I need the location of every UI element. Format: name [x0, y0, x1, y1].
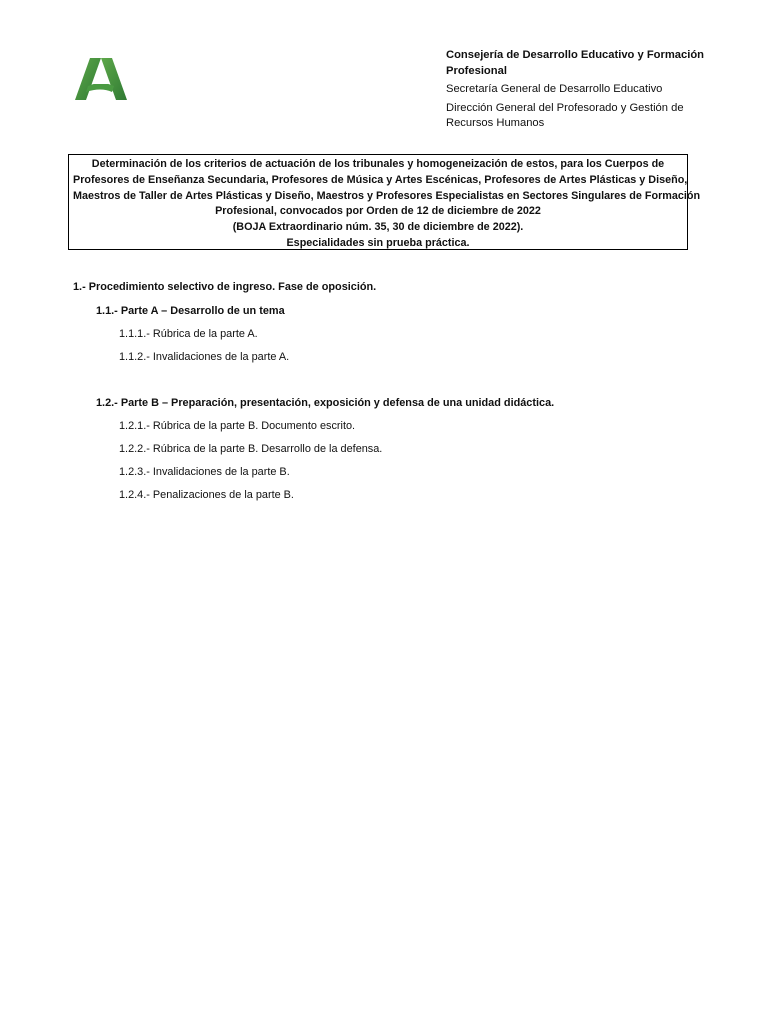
header-org-line: Profesional: [446, 64, 507, 77]
toc-section-1-2-4: 1.2.4.- Penalizaciones de la parte B.: [119, 489, 294, 501]
toc-section-1-2-2: 1.2.2.- Rúbrica de la parte B. Desarrollo de la defensa.: [119, 443, 383, 455]
header-organization: [446, 48, 716, 132]
document-title-box: [68, 154, 701, 250]
title-line: Profesional, convocados por Orden de 12 de diciembre de 2022: [215, 205, 541, 218]
header-org-line: Dirección General del Profesorado y Gestión de: [446, 101, 684, 114]
header-org-line: Recursos Humanos: [446, 117, 545, 129]
toc-section-1-2-3: 1.2.3.- Invalidaciones de la parte B.: [119, 466, 290, 478]
title-line: Determinación de los criterios de actuación de los tribunales y homogeneización de estos, para los Cuerpos de: [91, 158, 665, 170]
toc-section-1-1: 1.1.- Parte A – Desarrollo de un tema: [96, 305, 285, 317]
header-org-line: Consejería de Desarrollo Educativo y Formación: [446, 49, 705, 61]
title-line: Especialidades sin prueba práctica.: [286, 236, 470, 249]
junta-de-andalucia-logo-icon: [74, 56, 128, 102]
title-line: Profesores de Enseñanza Secundaria, Profesores de Música y Artes Escénicas, Profesores de Artes Plásticas y Diseño,: [73, 173, 688, 186]
toc-section-1-2-1: 1.2.1.- Rúbrica de la parte B. Documento escrito.: [119, 420, 356, 432]
toc-section-1: 1.- Procedimiento selectivo de ingreso. Fase de oposición.: [73, 281, 377, 293]
header-org-line: Secretaría General de Desarrollo Educativo: [446, 83, 663, 95]
title-line: Maestros de Taller de Artes Plásticas y Diseño, Maestros y Profesores Especialistas en Sectores Singulares de Formación: [73, 189, 701, 202]
toc-section-1-2: 1.2.- Parte B – Preparación, presentación, exposición y defensa de una unidad didáctica.: [96, 397, 555, 409]
toc-section-1-1-1: 1.1.1.- Rúbrica de la parte A.: [119, 328, 258, 340]
title-line: (BOJA Extraordinario núm. 35, 30 de diciembre de 2022).: [232, 221, 524, 234]
toc-section-1-1-2: 1.1.2.- Invalidaciones de la parte A.: [119, 351, 290, 363]
